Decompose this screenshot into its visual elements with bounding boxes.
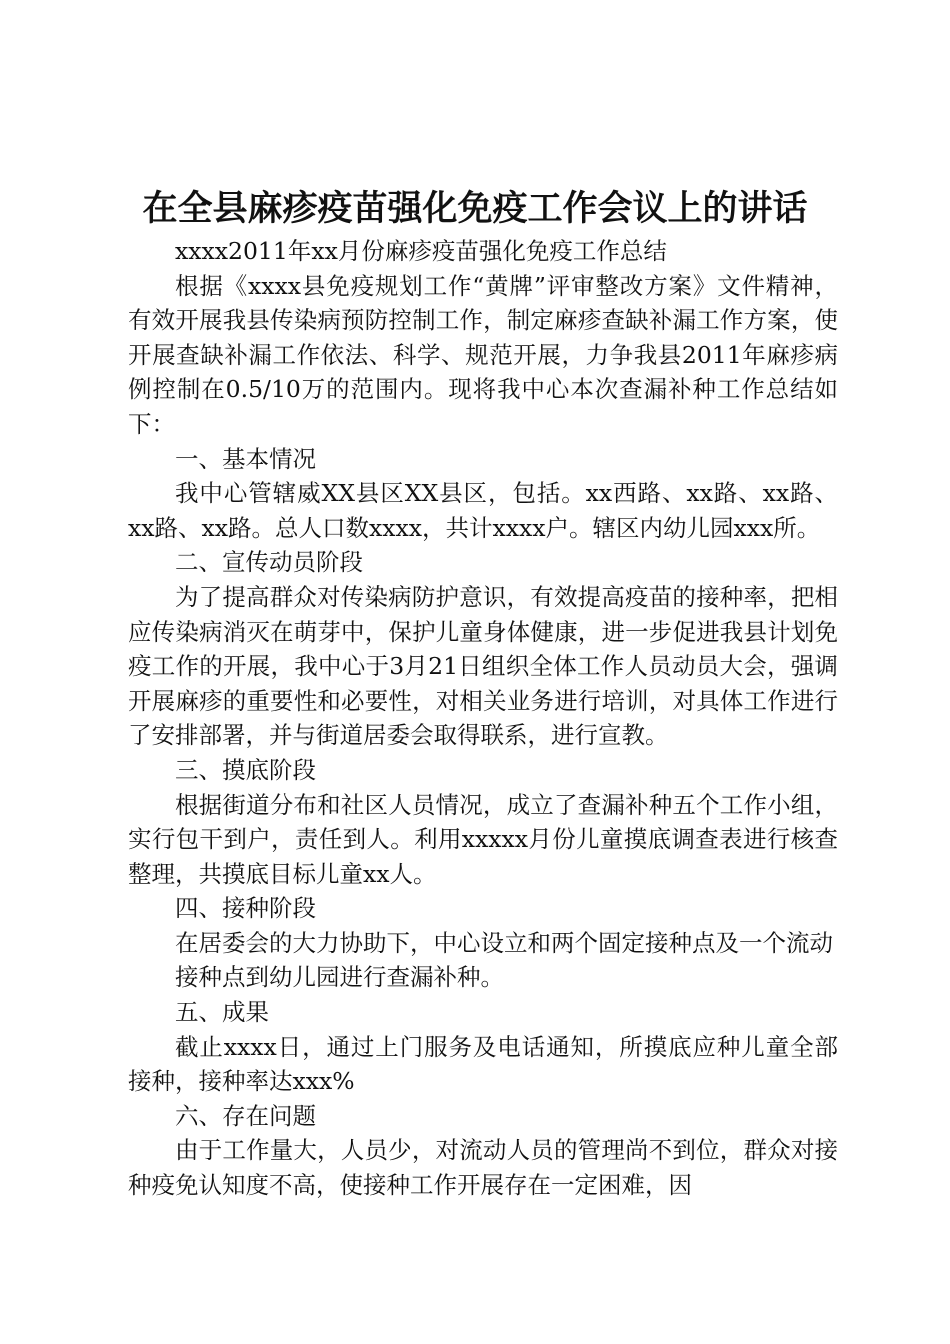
problems-paragraph: 由于工作量大，人员少，对流动人员的管理尚不到位，群众对接种疫免认知度不高，使接种工作开展存在一定困难，因 — [128, 1136, 838, 1200]
section-heading-problems: 六、存在问题 — [175, 1101, 316, 1130]
survey-paragraph: 根据街道分布和社区人员情况，成立了查漏补种五个工作小组，实行包干到户，责任到人。利用xxxxx月份儿童摸底调查表进行核查整理，共摸底目标儿童xx人。 — [128, 790, 838, 888]
vaccination-paragraph-cont: 接种点到幼儿园进行查漏补种。 — [175, 963, 504, 992]
section-heading-vaccination: 四、接种阶段 — [175, 894, 316, 923]
basic-paragraph: 我中心管辖威XX县区XX县区，包括。xx西路、xx路、xx路、xx路、xx路。总人口数xxxx，共计xxxx户。辖区内幼儿园xxx所。 — [128, 479, 838, 542]
results-paragraph: 截止xxxx日，通过上门服务及电话通知，所摸底应种儿童全部接种，接种率达xxx% — [128, 1032, 838, 1096]
summary-heading: xxxx2011年xx月份麻疹疫苗强化免疫工作总结 — [175, 237, 667, 265]
section-heading-publicity: 二、宣传动员阶段 — [175, 548, 363, 577]
vaccination-paragraph: 在居委会的大力协助下，中心设立和两个固定接种点及一个流动 — [175, 928, 833, 957]
document-body — [128, 234, 838, 1203]
intro-paragraph: 根据《xxxx县免疫规划工作“黄牌”评审整改方案》文件精神，有效开展我县传染病预防控制工作，制定麻疹查缺补漏工作方案，使开展查缺补漏工作依法、科学、规范开展，力争我县2011年麻疹病例控制在0.5/10万的范围内。现将我中心本次查漏补种工作总结如下： — [128, 271, 838, 438]
section-heading-basic: 一、基本情况 — [175, 444, 316, 473]
document-title: 在全县麻疹疫苗强化免疫工作会议上的讲话 — [142, 188, 808, 229]
section-heading-survey: 三、摸底阶段 — [175, 755, 316, 784]
publicity-paragraph: 为了提高群众对传染病防护意识，有效提高疫苗的接种率，把相应传染病消灭在萌芽中，保护儿童身体健康，进一步促进我县计划免疫工作的开展，我中心于3月21日组织全体工作人员动员大会，强调开展麻疹的重要性和必要性，对相关业务进行培训，对具体工作进行了安排部署，并与街道居委会取得联系，进行宣教。 — [128, 582, 838, 750]
section-heading-results: 五、成果 — [175, 998, 269, 1027]
